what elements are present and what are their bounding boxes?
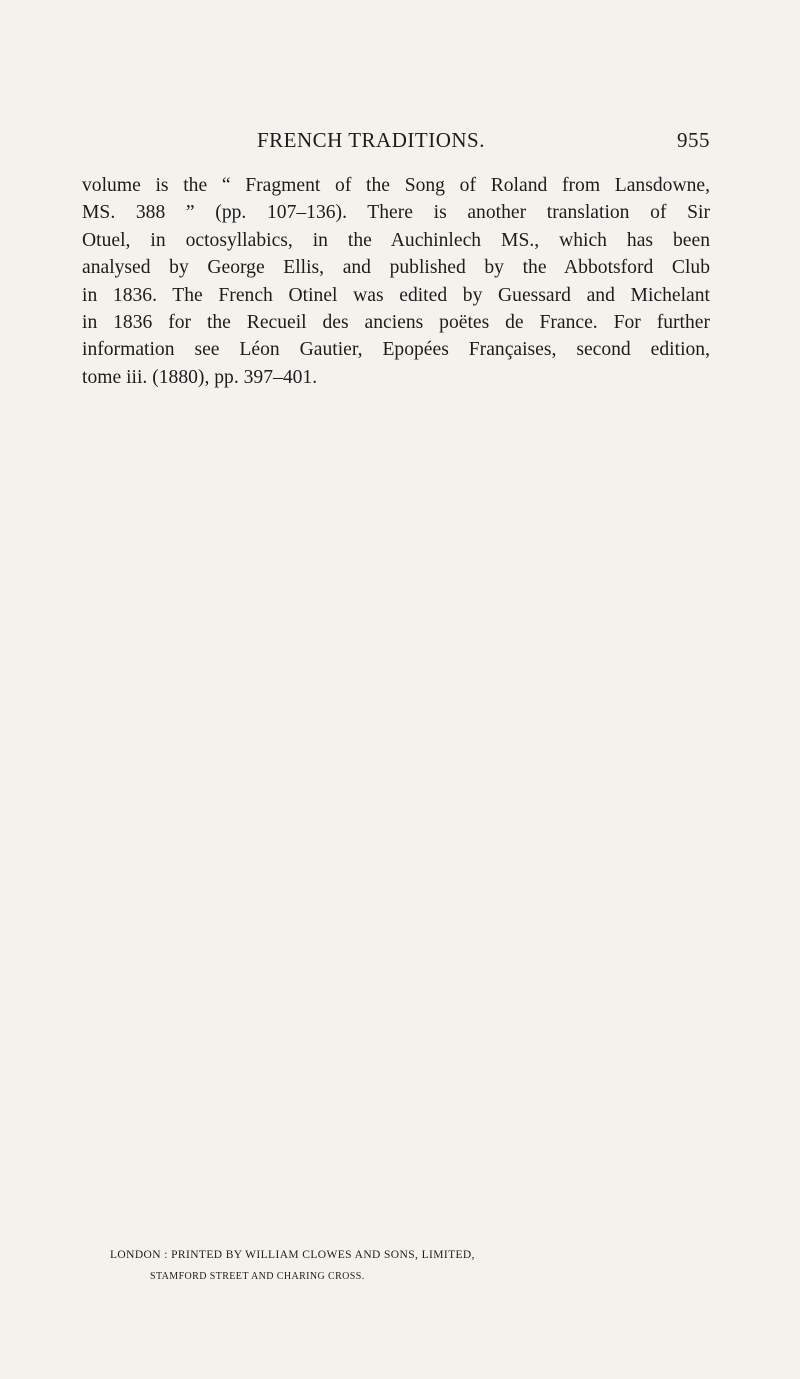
text-line: tome iii. (1880), pp. 397–401. [82,366,318,388]
page-number: 955 [677,128,710,152]
text-line: Otuel, in octosyllabics, in the Auchinlech MS., which has been [82,229,710,251]
running-head [82,128,710,158]
imprint-printer: LONDON : PRINTED BY WILLIAM CLOWES AND SONS, LIMITED, [110,1249,475,1261]
body-paragraph [82,172,710,391]
text-line: analysed by George Ellis, and published by the Abbotsford Club [82,257,710,279]
printer-imprint [110,1244,710,1288]
text-line: information see Léon Gautier, Epopées Françaises, second edition, [82,339,710,361]
running-title: FRENCH TRADITIONS. [257,128,485,152]
imprint-address: STAMFORD STREET AND CHARING CROSS. [150,1271,365,1282]
text-line: MS. 388 ” (pp. 107–136). There is another translation of Sir [82,202,710,224]
text-line: volume is the “ Fragment of the Song of Roland from Lansdowne, [82,175,710,196]
text-line: in 1836 for the Recueil des anciens poëtes de France. For further [82,311,710,333]
text-line: in 1836. The French Otinel was edited by Guessard and Michelant [82,284,710,306]
